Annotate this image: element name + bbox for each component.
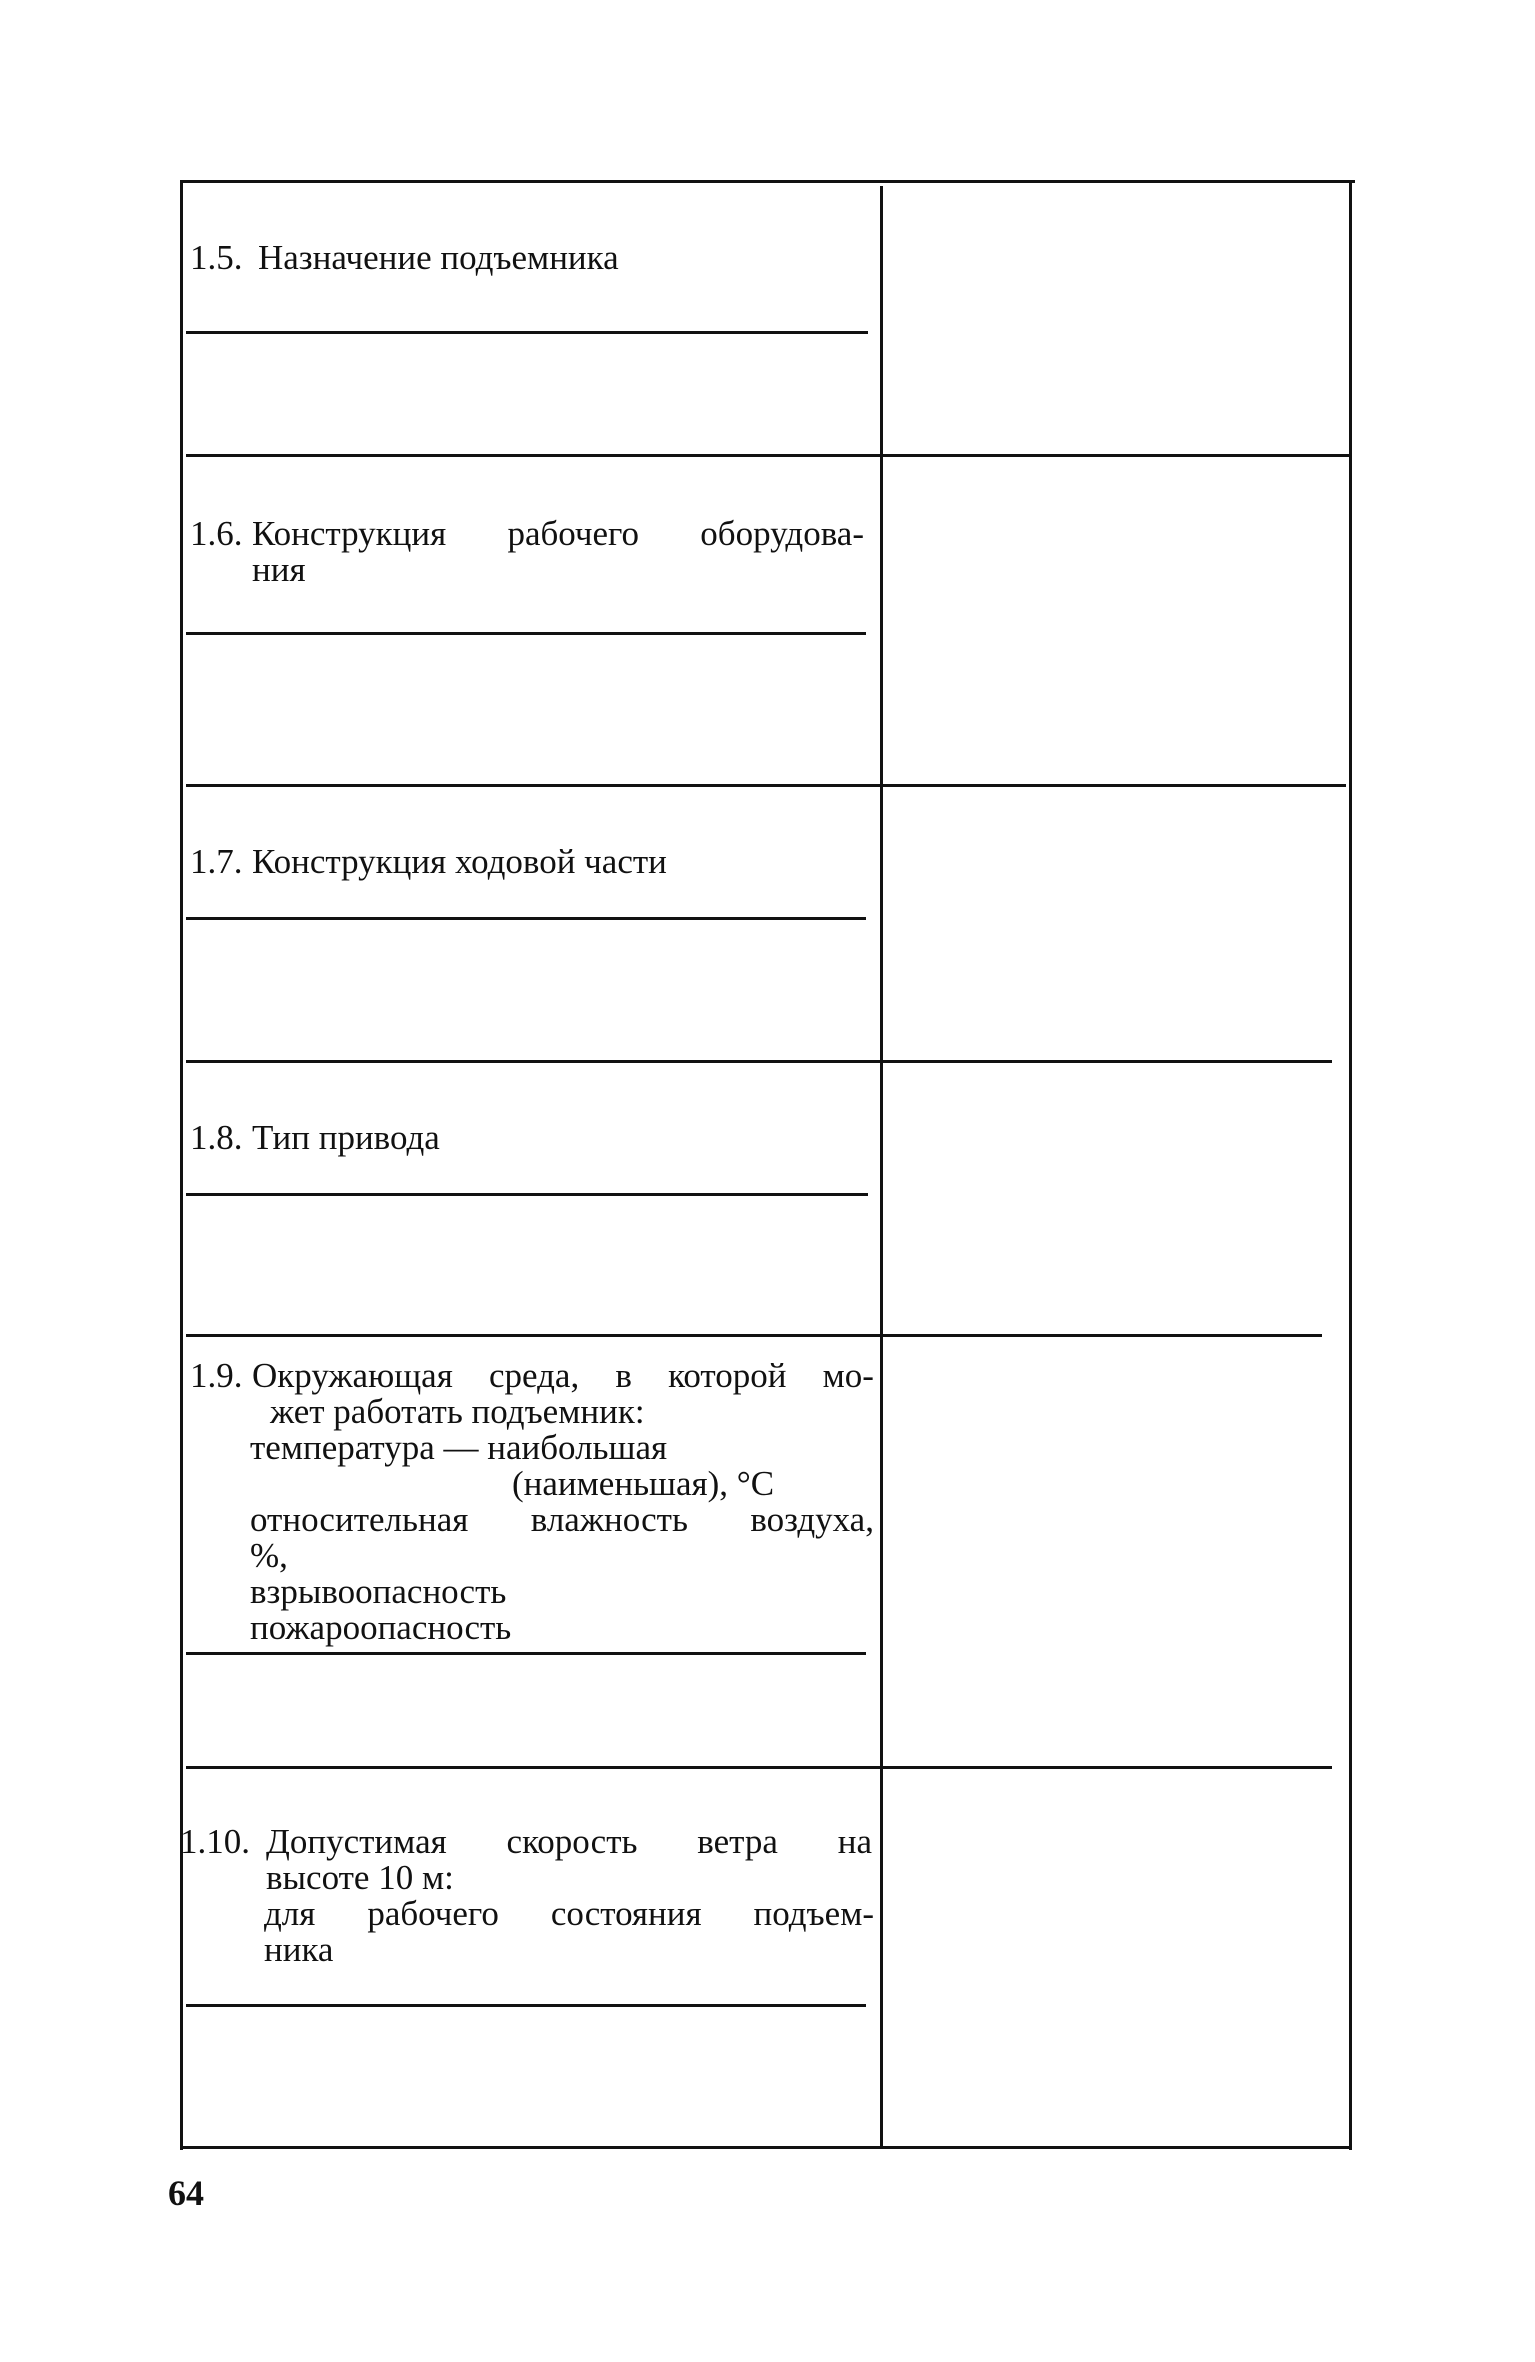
section-underline bbox=[186, 1193, 868, 1196]
section-title: Тип привода bbox=[252, 1118, 440, 1157]
section-title: Назначение подъемника bbox=[258, 238, 619, 277]
word: оборудова- bbox=[700, 514, 864, 553]
row-separator bbox=[186, 1334, 1322, 1337]
word: Допустимая bbox=[266, 1822, 447, 1861]
section-line: ника bbox=[264, 1930, 334, 1969]
section-number: 1.6. bbox=[190, 514, 243, 553]
section-title: Конструкция ходовой части bbox=[252, 842, 667, 881]
word: рабочего bbox=[507, 514, 640, 553]
section-line bbox=[266, 1824, 872, 1860]
section-underline bbox=[186, 1652, 866, 1655]
section-line bbox=[264, 1896, 874, 1932]
section-line: температура — наибольшая bbox=[250, 1428, 668, 1467]
table-top-border bbox=[180, 180, 1355, 183]
table-right-border bbox=[1349, 182, 1352, 2150]
column-divider bbox=[880, 186, 883, 2146]
word: которой bbox=[668, 1356, 787, 1395]
section-line: (наименьшая), °С bbox=[512, 1464, 775, 1503]
section-line bbox=[250, 1502, 874, 1538]
word: на bbox=[837, 1822, 872, 1861]
row-separator bbox=[186, 784, 1346, 787]
section-number: 1.5. bbox=[190, 238, 243, 277]
section-underline bbox=[186, 2004, 866, 2007]
section-number: 1.8. bbox=[190, 1118, 243, 1157]
section-underline bbox=[186, 917, 866, 920]
section-underline bbox=[186, 632, 866, 635]
word: в bbox=[615, 1356, 632, 1395]
section-title-continuation: ния bbox=[252, 550, 306, 589]
word: Конструкция bbox=[252, 514, 447, 553]
table-bottom-border bbox=[180, 2146, 1352, 2149]
word: среда, bbox=[489, 1356, 580, 1395]
section-line: жет работать подъемник: bbox=[270, 1392, 645, 1431]
section-title-line bbox=[252, 516, 864, 552]
word: ветра bbox=[697, 1822, 778, 1861]
row-separator bbox=[186, 454, 1349, 457]
word: скорость bbox=[506, 1822, 638, 1861]
section-line: %, bbox=[250, 1536, 288, 1575]
word: мо- bbox=[822, 1356, 874, 1395]
word: состояния bbox=[550, 1894, 702, 1933]
word: Окружающая bbox=[252, 1356, 453, 1395]
section-line bbox=[252, 1358, 874, 1394]
section-number: 1.7. bbox=[190, 842, 243, 881]
word: для bbox=[264, 1894, 316, 1933]
section-number: 1.10. bbox=[180, 1822, 250, 1861]
section-underline bbox=[186, 331, 868, 334]
section-number: 1.9. bbox=[190, 1356, 243, 1395]
page-number: 64 bbox=[168, 2173, 204, 2213]
row-separator bbox=[186, 1060, 1332, 1063]
section-line: высоте 10 м: bbox=[266, 1858, 454, 1897]
row-separator bbox=[186, 1766, 1332, 1769]
word: подъем- bbox=[753, 1894, 874, 1933]
section-line: пожароопасность bbox=[250, 1608, 512, 1647]
word: влажность bbox=[530, 1500, 688, 1539]
word: относительная bbox=[250, 1500, 469, 1539]
word: рабочего bbox=[367, 1894, 499, 1933]
section-line: взрывоопасность bbox=[250, 1572, 507, 1611]
word: воздуха, bbox=[750, 1500, 874, 1539]
